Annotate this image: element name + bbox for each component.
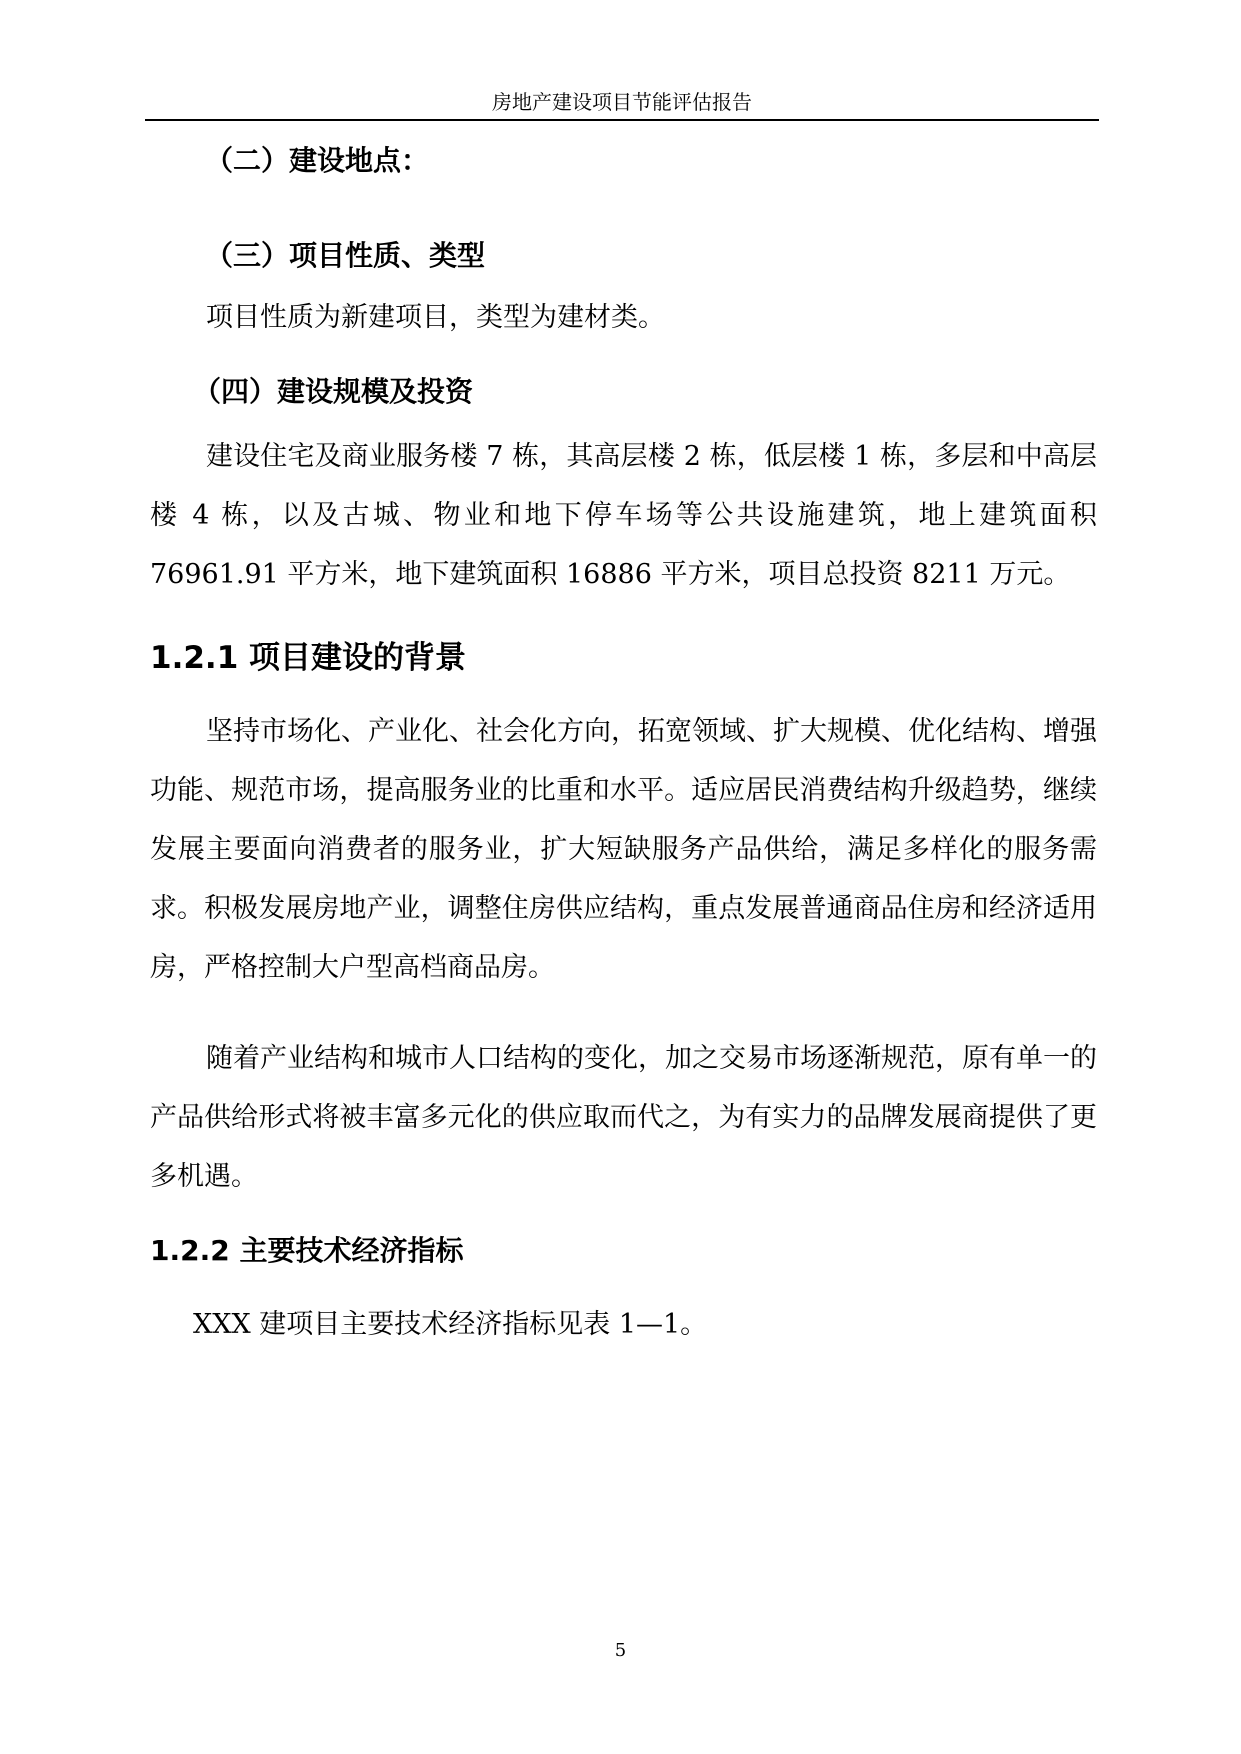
- heading-project-background: 1.2.1 项目建设的背景: [150, 640, 467, 676]
- paragraph-technical-indicators: XXX 建项目主要技术经济指标见表 1—1。: [193, 1309, 708, 1340]
- heading-scale-investment: （四）建设规模及投资: [193, 375, 474, 408]
- paragraph-project-nature: 项目性质为新建项目，类型为建材类。: [206, 302, 665, 333]
- running-header-title: 房地产建设项目节能评估报告: [492, 90, 752, 114]
- paragraph-background-2: 随着产业结构和城市人口结构的变化，加之交易市场逐渐规范，原有单一的产品供给形式将被丰富多元化的供应取而代之，为有实力的品牌发展商提供了更多机遇。: [150, 1043, 1097, 1192]
- header-divider: [145, 119, 1099, 121]
- paragraph-background-1: 坚持市场化、产业化、社会化方向，拓宽领域、扩大规模、优化结构、增强功能、规范市场，提高服务业的比重和水平。适应居民消费结构升级趋势，继续发展主要面向消费者的服务业，扩大短缺服务产品供给，满足多样化的服务需求。积极发展房地产业，调整住房供应结构，重点发展普通商品住房和经济适用房，严格控制大户型高档商品房。: [150, 716, 1097, 983]
- heading-technical-indicators: 1.2.2 主要技术经济指标: [150, 1234, 464, 1267]
- heading-project-nature: （三）项目性质、类型: [205, 239, 486, 272]
- page-number: 5: [614, 1640, 627, 1661]
- paragraph-scale-investment: 建设住宅及商业服务楼 7 栋，其高层楼 2 栋，低层楼 1 栋，多层和中高层楼 4 栋，以及古城、物业和地下停车场等公共设施建筑，地上建筑面积 76961.91 平方米，地下建筑面积 16886 平方米，项目总投资 8211 万元。: [150, 441, 1097, 590]
- heading-construction-location: （二）建设地点：: [205, 144, 430, 177]
